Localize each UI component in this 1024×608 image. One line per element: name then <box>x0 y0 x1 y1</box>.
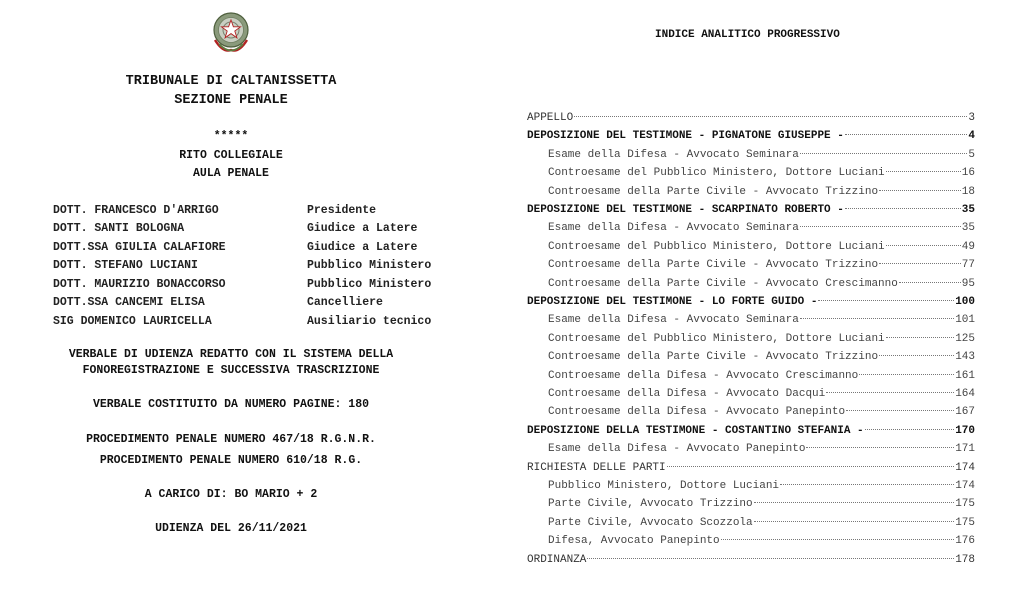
judge-name: SIG DOMENICO LAURICELLA <box>53 315 212 328</box>
toc-dot-leader <box>800 153 968 154</box>
judge-row <box>53 241 473 259</box>
toc-entry <box>527 462 975 480</box>
analytic-index <box>500 0 1024 608</box>
toc-entry-title: DEPOSIZIONE DEL TESTIMONE - PIGNATONE GIUSEPPE - <box>527 130 844 143</box>
toc-dot-leader <box>818 300 954 301</box>
toc-page-number: 4 <box>968 130 975 143</box>
toc-page-number: 35 <box>961 204 975 216</box>
toc-page-number: 161 <box>955 369 975 382</box>
toc-entry <box>548 388 975 406</box>
toc-entry-title: Esame della Difesa - Avvocato Seminara <box>548 222 799 235</box>
judge-row <box>53 204 473 222</box>
toc-dot-leader <box>846 410 954 411</box>
toc-entry-title: APPELLO <box>527 112 574 124</box>
toc-page-number: 100 <box>955 296 975 308</box>
section-name: SEZIONE PENALE <box>174 93 288 108</box>
toc-page-number: 175 <box>955 516 975 529</box>
toc-entry <box>548 333 975 351</box>
toc-page-number: 167 <box>955 406 975 419</box>
toc-entry <box>548 278 975 296</box>
rite-label: RITO COLLEGIALE <box>179 149 283 162</box>
toc-page-number: 125 <box>955 332 975 345</box>
judge-role: Giudice a Latere <box>307 222 418 235</box>
toc-page-number: 5 <box>968 148 975 161</box>
italian-republic-emblem-icon <box>209 10 253 58</box>
judge-role: Presidente <box>307 204 377 217</box>
stars-separator: ***** <box>213 130 249 143</box>
toc-dot-leader <box>886 337 955 338</box>
judge-name: DOTT. STEFANO LUCIANI <box>53 259 198 272</box>
toc-entry <box>548 222 975 240</box>
toc-page-number: 3 <box>968 112 975 124</box>
toc-entry <box>548 443 975 461</box>
toc-dot-leader <box>865 429 955 430</box>
toc-entry <box>548 535 975 553</box>
toc-page-number: 18 <box>961 185 975 198</box>
toc-page-number: 174 <box>955 480 975 492</box>
verbale-line-2: FONOREGISTRAZIONE E SUCCESSIVA TRASCRIZIONE <box>82 364 380 377</box>
proceeding-number-1: PROCEDIMENTO PENALE NUMERO 467/18 R.G.N.R. <box>86 433 376 446</box>
toc-dot-leader <box>859 374 954 375</box>
toc-entry-title: Controesame della Parte Civile - Avvocato Trizzino <box>548 185 879 198</box>
toc-dot-leader <box>879 190 961 191</box>
toc-entry <box>548 498 975 516</box>
toc-entry-title: Difesa, Avvocato Panepinto <box>548 535 720 548</box>
toc-entry-title: Controesame del Pubblico Ministero, Dottore Luciani <box>548 240 885 253</box>
toc-entry-title: ORDINANZA <box>527 553 587 566</box>
judge-name: DOTT. FRANCESCO D'ARRIGO <box>53 204 219 217</box>
toc-entry <box>548 167 975 185</box>
toc-entry-title: Esame della Difesa - Avvocato Seminara <box>548 314 799 327</box>
judge-role: Pubblico Ministero <box>307 278 432 291</box>
toc-entry-title: Controesame della Parte Civile - Avvocato Trizzino <box>548 259 879 272</box>
toc-entry <box>527 130 975 148</box>
court-name: TRIBUNALE DI CALTANISSETTA <box>125 74 337 89</box>
toc-entry-title: Controesame della Parte Civile - Avvocato Crescimanno <box>548 277 898 290</box>
toc-entry <box>527 425 975 443</box>
toc-entry <box>548 480 975 498</box>
toc-page-number: 178 <box>955 553 975 566</box>
toc-page-number: 171 <box>955 443 975 456</box>
toc-page-number: 170 <box>955 424 975 437</box>
toc-page-number: 16 <box>961 167 975 180</box>
toc-dot-leader <box>886 245 961 246</box>
toc-entry-title: Esame della Difesa - Avvocato Panepinto <box>548 443 806 456</box>
judge-role: Pubblico Ministero <box>307 259 432 272</box>
toc-entry-title: Esame della Difesa - Avvocato Seminara <box>548 148 799 161</box>
toc-entry <box>527 296 975 314</box>
toc-dot-leader <box>879 355 954 356</box>
judge-role: Cancelliere <box>307 296 383 309</box>
toc-page-number: 175 <box>955 498 975 511</box>
toc-entry <box>548 149 975 167</box>
toc-dot-leader <box>826 392 954 393</box>
judge-row <box>53 278 473 296</box>
toc-dot-leader <box>587 558 954 559</box>
toc-page-number: 174 <box>955 461 975 474</box>
toc-entry <box>548 314 975 332</box>
toc-dot-leader <box>879 263 961 264</box>
page-count: VERBALE COSTITUITO DA NUMERO PAGINE: 180 <box>92 398 370 411</box>
toc-page-number: 176 <box>955 535 975 548</box>
toc-entry-title: DEPOSIZIONE DEL TESTIMONE - SCARPINATO ROBERTO - <box>527 204 844 216</box>
verbale-line-1: VERBALE DI UDIENZA REDATTO CON IL SISTEMA DELLA <box>68 348 394 361</box>
toc-entry <box>527 204 975 222</box>
toc-entry <box>548 259 975 277</box>
room-label: AULA PENALE <box>193 167 269 180</box>
toc-entry <box>548 241 975 259</box>
toc-entry-title: RICHIESTA DELLE PARTI <box>527 461 666 474</box>
toc-entry <box>548 517 975 535</box>
cover-page <box>0 0 490 608</box>
toc-dot-leader <box>754 502 955 503</box>
judge-row <box>53 222 473 240</box>
judge-name: DOTT.SSA CANCEMI ELISA <box>53 296 205 309</box>
toc-entry-title: Controesame della Difesa - Avvocato Dacqui <box>548 388 826 400</box>
toc-entry-title: Controesame del Pubblico Ministero, Dottore Luciani <box>548 332 885 345</box>
toc-entry-title: Controesame della Difesa - Avvocato Crescimanno <box>548 369 859 382</box>
judge-name: DOTT.SSA GIULIA CALAFIORE <box>53 241 226 254</box>
toc-page-number: 164 <box>955 388 975 400</box>
toc-dot-leader <box>667 466 955 467</box>
toc-entry <box>548 406 975 424</box>
toc-entry-title: Parte Civile, Avvocato Trizzino <box>548 498 753 511</box>
toc-dot-leader <box>800 318 954 319</box>
toc-dot-leader <box>721 539 955 540</box>
toc-page-number: 143 <box>955 351 975 364</box>
toc-dot-leader <box>800 226 961 227</box>
toc-page-number: 77 <box>961 259 975 272</box>
judge-row <box>53 315 473 333</box>
toc-page-number: 95 <box>961 277 975 290</box>
toc-entry-title: DEPOSIZIONE DEL TESTIMONE - LO FORTE GUIDO - <box>527 296 818 308</box>
toc-entry-title: Controesame della Parte Civile - Avvocato Trizzino <box>548 351 879 364</box>
proceeding-number-2: PROCEDIMENTO PENALE NUMERO 610/18 R.G. <box>99 454 363 467</box>
toc-entry <box>548 351 975 369</box>
toc-entry-title: Parte Civile, Avvocato Scozzola <box>548 516 753 529</box>
toc-page-number: 35 <box>961 222 975 235</box>
toc-dot-leader <box>754 521 955 522</box>
toc-page-number: 101 <box>955 314 975 327</box>
toc-page-number: 49 <box>961 240 975 253</box>
toc-dot-leader <box>845 208 961 209</box>
index-title: INDICE ANALITICO PROGRESSIVO <box>655 29 840 41</box>
toc-dot-leader <box>886 171 961 172</box>
toc-dot-leader <box>574 116 967 117</box>
toc-entry-title: Controesame della Difesa - Avvocato Panepinto <box>548 406 846 419</box>
toc-entry-title: DEPOSIZIONE DELLA TESTIMONE - COSTANTINO STEFANIA - <box>527 424 864 437</box>
defendant-line: A CARICO DI: BO MARIO + 2 <box>144 488 318 501</box>
toc-dot-leader <box>806 447 954 448</box>
judge-role: Ausiliario tecnico <box>307 315 432 328</box>
toc-dot-leader <box>780 484 954 485</box>
toc-dot-leader <box>845 134 968 135</box>
toc-entry <box>548 370 975 388</box>
judge-row <box>53 259 473 277</box>
judge-name: DOTT. MAURIZIO BONACCORSO <box>53 278 226 291</box>
toc-entry-title: Controesame del Pubblico Ministero, Dottore Luciani <box>548 167 885 180</box>
toc-dot-leader <box>899 282 961 283</box>
toc-entry <box>548 186 975 204</box>
toc-entry-title: Pubblico Ministero, Dottore Luciani <box>548 480 780 492</box>
hearing-date: UDIENZA DEL 26/11/2021 <box>155 522 307 535</box>
toc-entry <box>527 554 975 572</box>
toc-entry <box>527 112 975 130</box>
judge-role: Giudice a Latere <box>307 241 418 254</box>
judge-name: DOTT. SANTI BOLOGNA <box>53 222 185 235</box>
judge-row <box>53 296 473 314</box>
